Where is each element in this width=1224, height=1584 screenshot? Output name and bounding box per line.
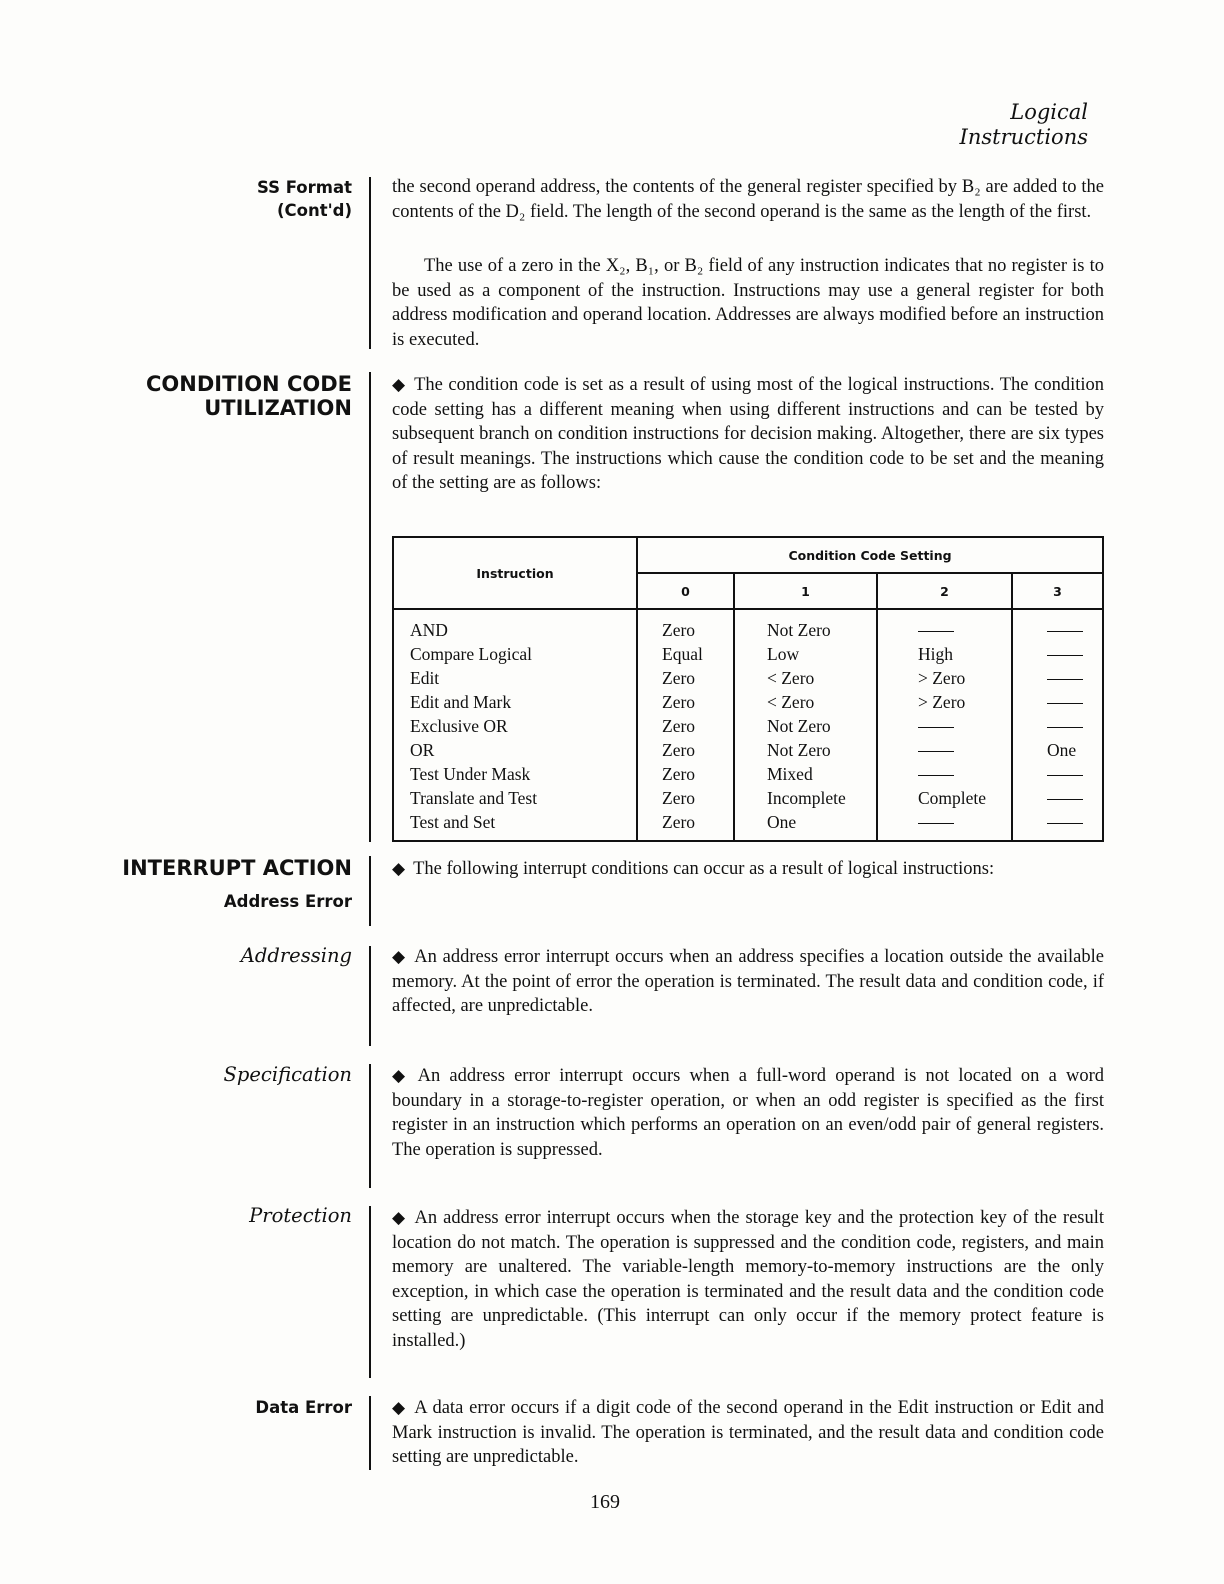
instruction-cell: Test Under Mask bbox=[410, 764, 531, 784]
header-instruction: Instruction bbox=[393, 537, 637, 609]
margin-rule bbox=[369, 372, 371, 842]
paragraph-addressing bbox=[392, 945, 1104, 1019]
dash-mark bbox=[1047, 631, 1083, 632]
code-1-cell: Incomplete bbox=[767, 788, 846, 808]
diamond-bullet-icon: ◆ bbox=[392, 1398, 407, 1418]
margin-rule bbox=[369, 1396, 371, 1470]
paragraph-text: An address error interrupt occurs when a full-word operand is not located on a word boundary in a storage-to-register operation, or when an odd register is specified as the first register in an instruction which performs an operation on an even/odd pair of general registers. The operation is suppressed. bbox=[392, 1066, 1105, 1160]
paragraph-text: The condition code is set as a result of using most of the logical instructions. The condition code setting has a different meaning when using different instructions and can be tested by subsequent branch on condition instructions for decision making. Altogether, there are six types of result meanings. The instructions which cause the condition code to be set and the meaning of the setting are as follows: bbox=[392, 375, 1104, 493]
code-0-cell: Zero bbox=[662, 668, 696, 688]
header-condition-code-setting: Condition Code Setting bbox=[637, 537, 1103, 573]
dash-mark bbox=[1047, 727, 1083, 728]
condition-code-line1: CONDITION CODE bbox=[145, 372, 352, 396]
header-code-0: 0 bbox=[637, 573, 734, 609]
ss-format-contd-label: (Cont'd) bbox=[276, 201, 352, 220]
code-2-cell bbox=[918, 810, 1011, 834]
code-1-cell: Not Zero bbox=[767, 716, 831, 736]
header-code-2: 2 bbox=[877, 573, 1012, 609]
header-code-3: 3 bbox=[1012, 573, 1103, 609]
margin-rule bbox=[369, 1064, 371, 1188]
running-head-line2: Instructions bbox=[959, 125, 1088, 149]
paragraph-zero-field bbox=[392, 254, 1104, 352]
code-3-cell bbox=[1047, 618, 1102, 642]
code-0-cell: Zero bbox=[662, 788, 696, 808]
header-code-1: 1 bbox=[734, 573, 877, 609]
code-0-cell: Zero bbox=[662, 620, 696, 640]
code-0-cell: Zero bbox=[662, 740, 696, 760]
diamond-bullet-icon: ◆ bbox=[392, 947, 407, 967]
instruction-cell: OR bbox=[410, 740, 435, 760]
code-3-cell bbox=[1047, 786, 1102, 810]
code-1-cell: < Zero bbox=[767, 692, 815, 712]
side-heading-interrupt-action: INTERRUPT ACTION bbox=[122, 856, 352, 880]
margin-rule bbox=[369, 946, 371, 1046]
paragraph-text: An address error interrupt occurs when the storage key and the protection key of the result location do not match. The operation is suppressed and the condition code, registers, and main memory are unaltered. The variable-length memory-to-memory instructions are the only exception, in which case the operation is terminated and the result data and the condition code setting are unpredictable. (This interrupt can only occur if the memory protect feature is installed.) bbox=[392, 1208, 1105, 1351]
margin-rule bbox=[369, 177, 371, 349]
paragraph-specification bbox=[392, 1064, 1104, 1162]
code-3-cell bbox=[1047, 810, 1102, 834]
side-heading-address-error: Address Error bbox=[223, 892, 352, 911]
code-0-cell: Zero bbox=[662, 764, 696, 784]
dash-mark bbox=[918, 823, 954, 824]
dash-mark bbox=[918, 751, 954, 752]
paragraph-text: A data error occurs if a digit code of the second operand in the Edit instruction or Edit and Mark instruction is invalid. The operation is terminated, and the result data and condition code setting are unpredictable. bbox=[392, 1398, 1104, 1467]
diamond-bullet-icon: ◆ bbox=[392, 375, 407, 395]
code-3-column bbox=[1012, 609, 1103, 841]
dash-mark bbox=[1047, 775, 1083, 776]
code-1-cell: One bbox=[767, 812, 797, 832]
dash-mark bbox=[1047, 679, 1083, 680]
dash-mark bbox=[1047, 655, 1083, 656]
instruction-column bbox=[393, 609, 637, 841]
diamond-bullet-icon: ◆ bbox=[392, 1208, 407, 1228]
paragraph-text: An address error interrupt occurs when an address specifies a location outside the available memory. At the point of error the operation is terminated. The result data and condition code, if affected, are unpredictable. bbox=[392, 947, 1104, 1016]
side-heading-data-error: Data Error bbox=[255, 1398, 352, 1417]
code-1-cell: Not Zero bbox=[767, 620, 831, 640]
code-0-cell: Zero bbox=[662, 716, 696, 736]
code-2-cell bbox=[918, 618, 1011, 642]
margin-rule bbox=[369, 856, 371, 926]
code-1-cell: Mixed bbox=[767, 764, 813, 784]
code-3-cell: One bbox=[1047, 740, 1077, 760]
dash-mark bbox=[1047, 823, 1083, 824]
code-1-cell: Not Zero bbox=[767, 740, 831, 760]
instruction-cell: AND bbox=[410, 620, 448, 640]
code-0-cell: Equal bbox=[662, 644, 703, 664]
code-2-column bbox=[877, 609, 1012, 841]
code-1-cell: < Zero bbox=[767, 668, 815, 688]
paragraph-data-error bbox=[392, 1396, 1104, 1470]
dash-mark bbox=[918, 631, 954, 632]
paragraph-text: the second operand address, the contents of the general register specified by B₂ are added to the contents of the D₂ field. The length of the second operand is the same as the length of the first. bbox=[392, 177, 1104, 222]
paragraph-protection bbox=[392, 1206, 1104, 1353]
instruction-cell: Test and Set bbox=[410, 812, 496, 832]
paragraph-interrupt-action bbox=[392, 857, 1104, 882]
dash-mark bbox=[918, 727, 954, 728]
code-0-cell: Zero bbox=[662, 692, 696, 712]
code-2-cell: > Zero bbox=[918, 692, 966, 712]
instruction-cell: Edit bbox=[410, 668, 440, 688]
condition-code-table bbox=[392, 536, 1104, 842]
paragraph-text: The use of a zero in the X₂, B₁, or B₂ field of any instruction indicates that no register is to be used as a component of the instruction. Instructions may use a general register for both address modification and operand location. Addresses are always modified before an instruction is executed. bbox=[392, 256, 1104, 350]
margin-rule bbox=[369, 1206, 371, 1378]
code-1-cell: Low bbox=[767, 644, 800, 664]
instruction-cell: Compare Logical bbox=[410, 644, 532, 664]
code-3-cell bbox=[1047, 690, 1102, 714]
paragraph-condition-code bbox=[392, 373, 1104, 496]
code-2-cell: Complete bbox=[918, 788, 987, 808]
instruction-cell: Translate and Test bbox=[410, 788, 538, 808]
code-2-cell bbox=[918, 714, 1011, 738]
paragraph-ss-format bbox=[392, 175, 1104, 224]
code-3-cell bbox=[1047, 714, 1102, 738]
dash-mark bbox=[1047, 799, 1083, 800]
code-3-cell bbox=[1047, 642, 1102, 666]
diamond-bullet-icon: ◆ bbox=[392, 1066, 410, 1086]
side-heading-ss-format bbox=[257, 176, 352, 222]
dash-mark bbox=[918, 775, 954, 776]
dash-mark bbox=[1047, 703, 1083, 704]
side-heading-condition-code bbox=[146, 372, 352, 420]
code-2-cell: > Zero bbox=[918, 668, 966, 688]
ss-format-label: SS Format bbox=[256, 178, 352, 197]
code-2-cell: High bbox=[918, 644, 953, 664]
side-heading-specification: Specification bbox=[223, 1063, 352, 1086]
running-head bbox=[960, 100, 1088, 150]
diamond-bullet-icon: ◆ bbox=[392, 859, 406, 879]
code-3-cell bbox=[1047, 666, 1102, 690]
instruction-cell: Edit and Mark bbox=[410, 692, 512, 712]
code-0-cell: Zero bbox=[662, 812, 696, 832]
code-3-cell bbox=[1047, 762, 1102, 786]
condition-code-line2: UTILIZATION bbox=[204, 396, 352, 420]
instruction-cell: Exclusive OR bbox=[410, 716, 508, 736]
running-head-line1: Logical bbox=[1010, 100, 1088, 124]
page-number: 169 bbox=[590, 1491, 620, 1513]
side-heading-protection: Protection bbox=[249, 1204, 352, 1227]
side-heading-addressing: Addressing bbox=[240, 944, 352, 967]
paragraph-text: The following interrupt conditions can occur as a result of logical instructions: bbox=[413, 859, 995, 879]
code-0-column bbox=[637, 609, 734, 841]
code-1-column bbox=[734, 609, 877, 841]
code-2-cell bbox=[918, 762, 1011, 786]
code-2-cell bbox=[918, 738, 1011, 762]
